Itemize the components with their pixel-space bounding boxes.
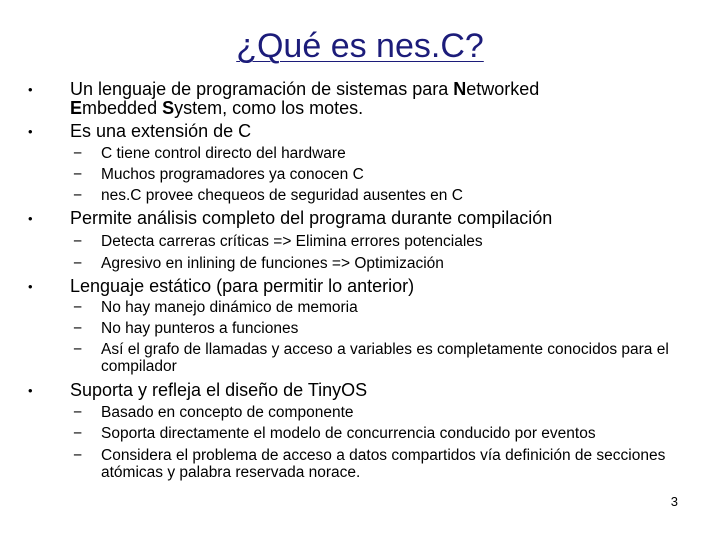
sub-item-text: Considera el problema de acceso a datos compartidos vía definición de secciones atómicas y palabra reservada norace. xyxy=(101,447,666,481)
dash-marker: − xyxy=(73,166,83,183)
bullet-1-bold-n: N xyxy=(453,79,467,99)
bullet-item-4 xyxy=(28,276,690,296)
bullet-5-text: Suporta y refleja el diseño de TinyOS xyxy=(70,380,368,400)
dash-marker: − xyxy=(73,255,83,272)
bullet-1-text-b: etworked xyxy=(466,79,540,99)
bullet-2-text: Es una extensión de C xyxy=(70,121,252,141)
slide-title xyxy=(0,26,720,66)
sub-item-3-2 xyxy=(73,255,691,272)
dash-marker: − xyxy=(73,145,83,162)
sub-item-text: Muchos programadores ya conocen C xyxy=(101,166,364,183)
sub-item-5-1 xyxy=(73,404,691,421)
bullet-item-5 xyxy=(28,380,690,400)
bullet-item-1 xyxy=(28,79,690,118)
bullet-item-3 xyxy=(28,208,690,228)
dash-marker: − xyxy=(73,320,83,337)
sub-item-3-1 xyxy=(73,233,691,250)
dash-marker: − xyxy=(73,233,83,250)
sub-item-text: No hay punteros a funciones xyxy=(101,320,299,337)
page-number: 3 xyxy=(670,494,678,509)
sub-item-text: Basado en concepto de componente xyxy=(101,404,354,421)
bullet-marker: • xyxy=(28,82,33,97)
bullet-1-text-a: Un lenguaje de programación de sistemas para xyxy=(70,79,454,99)
sub-item-5-3 xyxy=(73,447,691,481)
dash-marker: − xyxy=(73,404,83,421)
bullet-marker: • xyxy=(28,124,33,139)
bullet-1-bold-s: S xyxy=(162,98,175,118)
sub-item-text: Agresivo en inlining de funciones => Optimización xyxy=(101,255,444,272)
sub-item-text: No hay manejo dinámico de memoria xyxy=(101,299,358,316)
bullet-1-text-d: ystem, como los motes. xyxy=(174,98,364,118)
dash-marker: − xyxy=(73,425,83,442)
dash-marker: − xyxy=(73,187,83,204)
bullet-marker: • xyxy=(28,279,33,294)
sub-item-2-2 xyxy=(73,166,691,183)
sub-item-text: Así el grafo de llamadas y acceso a variables es completamente conocidos para el compilador xyxy=(101,341,669,375)
sub-item-text: C tiene control directo del hardware xyxy=(101,145,346,162)
sub-item-text: Detecta carreras críticas => Elimina errores potenciales xyxy=(101,233,483,250)
sub-item-2-1 xyxy=(73,145,691,162)
dash-marker: − xyxy=(73,447,83,464)
bullet-3-text: Permite análisis completo del programa durante compilación xyxy=(70,208,553,228)
sub-item-4-2 xyxy=(73,320,691,337)
sub-item-5-2 xyxy=(73,425,691,442)
sub-item-text: Soporta directamente el modelo de concurrencia conducido por eventos xyxy=(101,425,596,442)
bullet-1-text-c: mbedded xyxy=(82,98,163,118)
bullet-marker: • xyxy=(28,383,33,398)
sub-item-text: nes.C provee chequeos de seguridad ausentes en C xyxy=(101,187,463,204)
dash-marker: − xyxy=(73,341,83,358)
sub-item-4-1 xyxy=(73,299,691,316)
dash-marker: − xyxy=(73,299,83,316)
bullet-marker: • xyxy=(28,211,33,226)
sub-item-4-3 xyxy=(73,341,691,375)
bullet-1-bold-e: E xyxy=(70,98,83,118)
bullet-4-text: Lenguaje estático (para permitir lo anterior) xyxy=(70,276,415,296)
sub-item-2-3 xyxy=(73,187,691,204)
slide-title-text: ¿Qué es nes.C? xyxy=(236,27,484,65)
bullet-item-2 xyxy=(28,121,690,141)
